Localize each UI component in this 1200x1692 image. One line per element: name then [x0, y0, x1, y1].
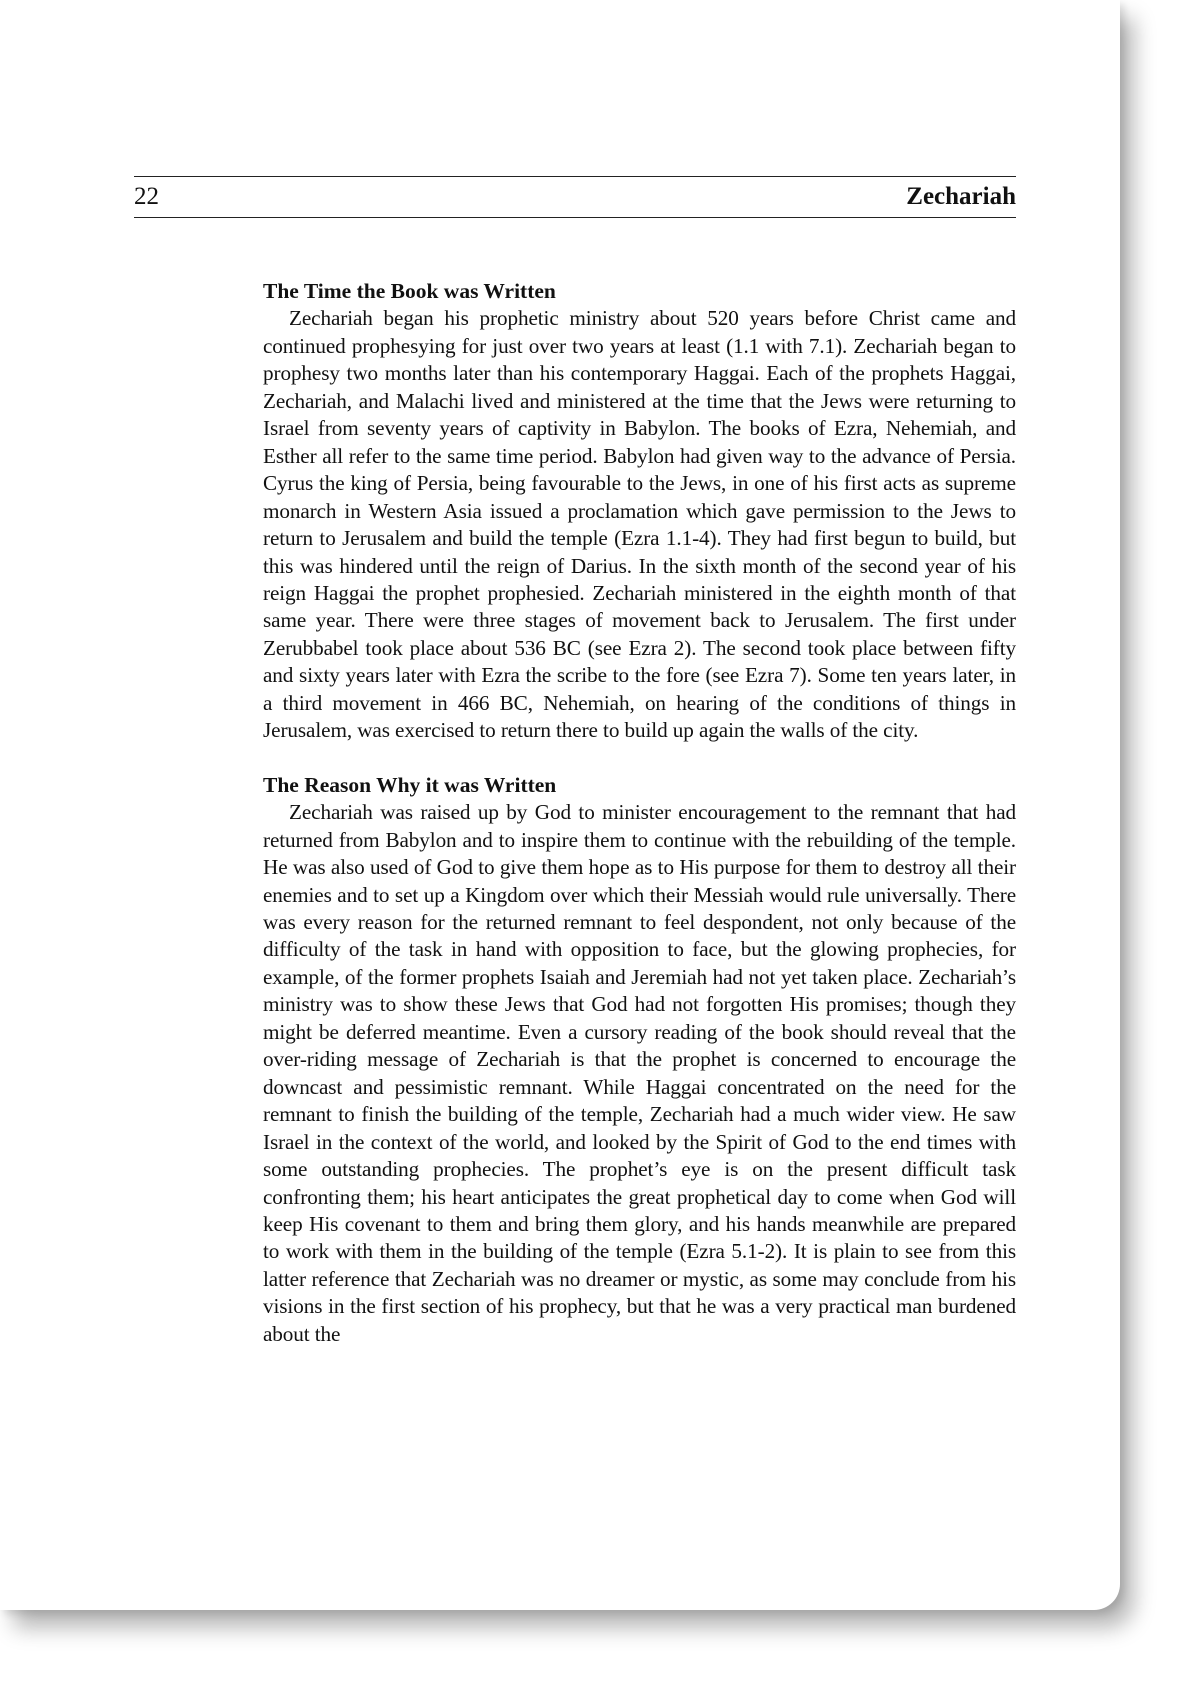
section-spacer — [263, 745, 1016, 772]
page-number: 22 — [134, 183, 159, 210]
section-heading-reason-written: The Reason Why it was Written — [263, 772, 557, 797]
paragraph-reason-written: Zechariah was raised up by God to minister encouragement to the remnant that had returned from Babylon and to inspire them to continue with the rebuilding of the temple. He was also used of God to give them hope as to His purpose for them to destroy all their enemies and to set up a Kingdom over which their Messiah would rule universally. There was every reason for the returned remnant to feel despondent, not only because of the difficulty of the task in hand with opposition to face, but the glowing prophecies, for example, of the former prophets Isaiah and Jeremiah had not yet taken place. Zechariah’s ministry was to show these Jews that God had not forgotten His promises; though they might be deferred meantime. Even a cursory reading of the book should reveal that the over-riding message of Zechariah is that the prophet is concerned to encourage the downcast and pessimistic remnant. While Haggai concentrated on the need for the remnant to finish the building of the temple, Zechariah had a much wider view. He saw Israel in the context of the world, and looked by the Spirit of God to the end times with some outstanding prophecies. The prophet’s eye is on the present difficult task confronting them; his heart anticipates the great prophetical day to come when God will keep His covenant to them and bring them glory, and his hands meanwhile are prepared to work with them in the building of the temple (Ezra 5.1-2). It is plain to see from this latter reference that Zechariah was no dreamer or mystic, as some may conclude from his visions in the first section of his prophecy, but that he was a very practical man burdened about the — [263, 800, 1016, 1346]
body-text — [263, 278, 1016, 1348]
running-title: Zechariah — [906, 183, 1016, 210]
paragraph-time-written: Zechariah began his prophetic ministry about 520 years before Christ came and continued prophesying for just over two years at least (1.1 with 7.1). Zechariah began to prophesy two months later than his contemporary Haggai. Each of the prophets Haggai, Zechariah, and Malachi lived and ministered at the time that the Jews were returning to Israel from seventy years of captivity in Babylon. The books of Ezra, Nehemiah, and Esther all refer to the same time period. Babylon had given way to the advance of Persia. Cyrus the king of Persia, being favourable to the Jews, in one of his first acts as supreme monarch in Western Asia issued a proclamation which gave permission to the Jews to return to Jerusalem and build the temple (Ezra 1.1-4). They had first begun to build, but this was hindered until the reign of Darius. In the sixth month of the second year of his reign Haggai the prophet prophesied. Zechariah ministered in the eighth month of that same year. There were three stages of movement back to Jerusalem. The first under Zerubbabel took place about 536 BC (see Ezra 2). The second took place between fifty and sixty years later with Ezra the scribe to the fore (see Ezra 7). Some ten years later, in a third movement in 466 BC, Nehemiah, on hearing of the conditions of things in Jerusalem, was exercised to return there to build up again the walls of the city. — [263, 306, 1016, 743]
running-head — [134, 176, 1016, 218]
section-heading-time-written: The Time the Book was Written — [263, 279, 556, 303]
